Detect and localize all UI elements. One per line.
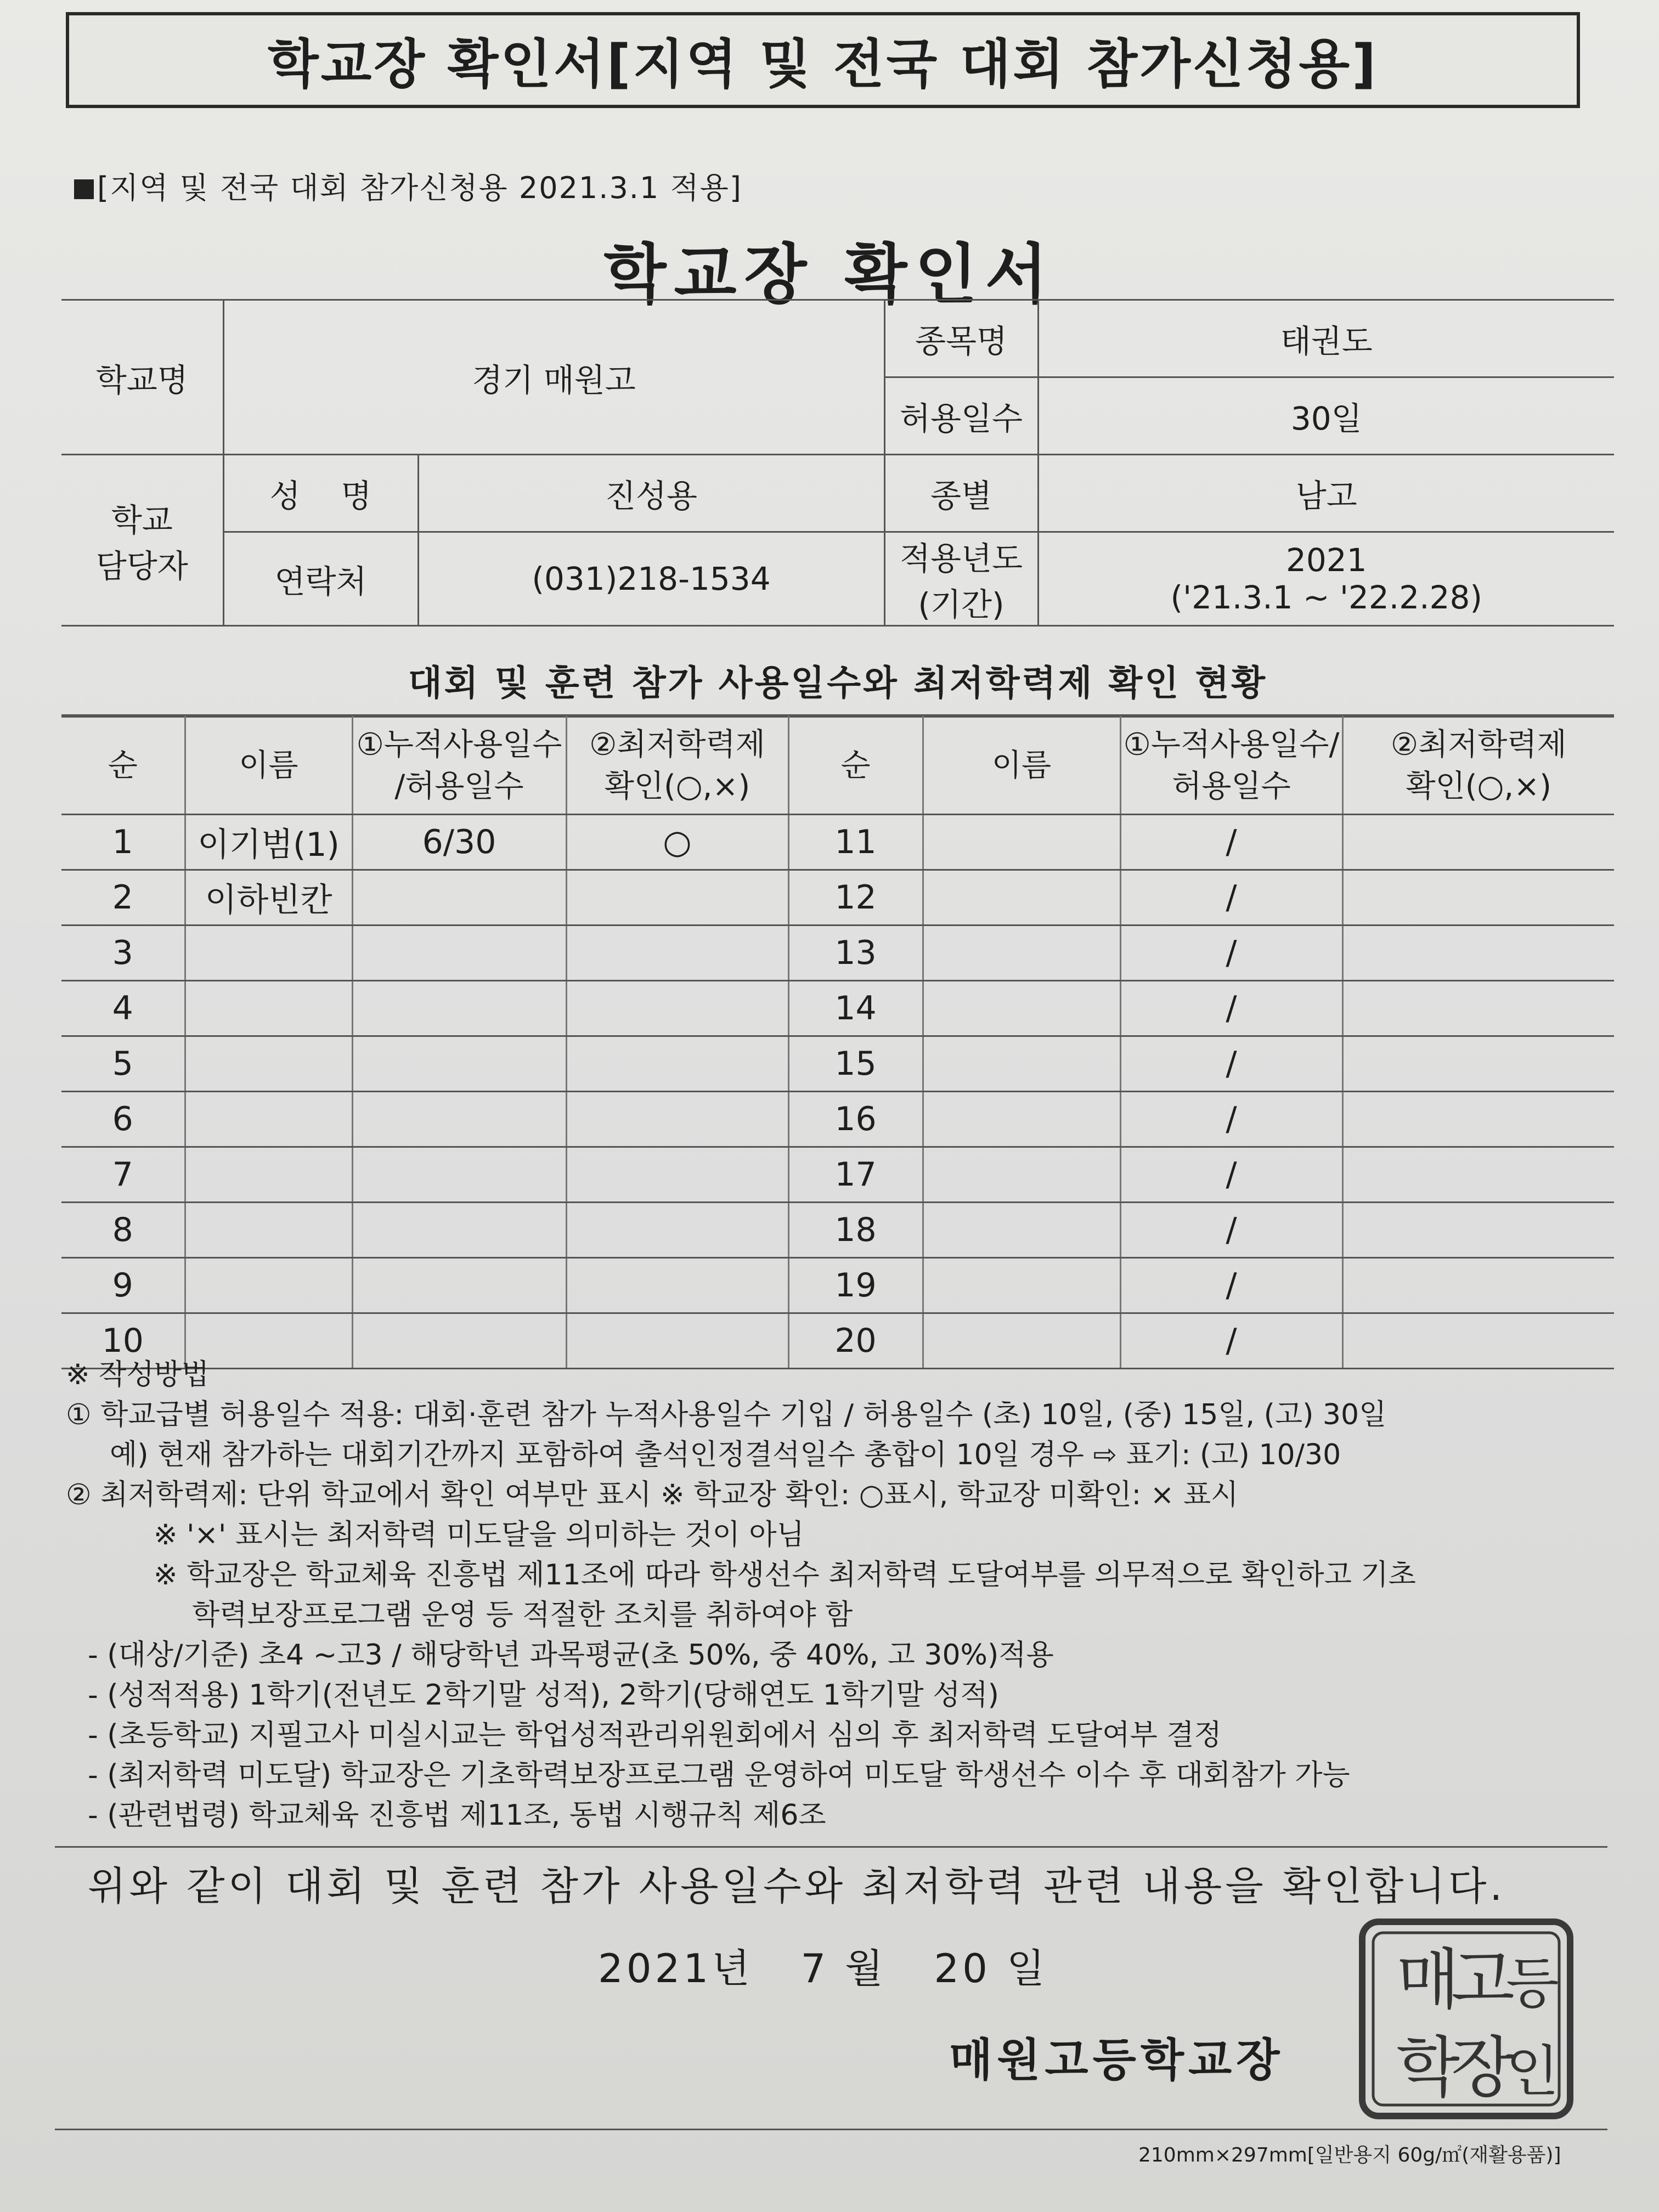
school-name-value: 경기 매원고 — [223, 300, 884, 455]
apply-year-label-line1: 적용년도 — [899, 540, 1023, 577]
seal-glyph-3: 등 — [1506, 1951, 1559, 2016]
row-no-right: 13 — [788, 926, 923, 981]
divider — [55, 1846, 1607, 1848]
school-info-table — [61, 299, 1614, 627]
detail-target: - (대상/기준) 초4 ~고3 / 해당학년 과목평균(초 50%, 중 40%, 고 30%)적용 — [88, 1639, 1054, 1672]
apply-year-label — [884, 532, 1038, 626]
header-days — [352, 717, 566, 815]
seal-glyph-5: 장 — [1451, 2030, 1515, 2106]
header-no: 순 — [61, 717, 185, 815]
manager-name-value: 진성용 — [418, 455, 884, 532]
row-days-right: / — [1120, 1147, 1342, 1203]
header-check-line1: ②최저학력제 — [589, 726, 765, 763]
apply-year-value — [1038, 532, 1614, 626]
apply-year: 2021 — [1285, 541, 1367, 579]
table-row — [61, 926, 1614, 981]
table-row — [61, 815, 1614, 870]
row-check — [566, 870, 788, 926]
allowed-days-label: 허용일수 — [884, 377, 1038, 455]
table-row — [61, 870, 1614, 926]
row-check — [566, 1036, 788, 1092]
row-days — [352, 870, 566, 926]
seal-glyph-6: 인 — [1506, 2039, 1559, 2103]
row-no: 4 — [61, 981, 185, 1036]
header-check-right-line1: ②최저학력제 — [1390, 726, 1567, 763]
row-days-right: / — [1120, 1313, 1342, 1369]
detail-grades: - (성적적용) 1학기(전년도 2학기말 성적), 2학기(당해연도 1학기말 성적) — [88, 1679, 999, 1712]
row-name-right — [923, 1203, 1120, 1258]
row-check — [566, 926, 788, 981]
row-check — [566, 981, 788, 1036]
header-check — [566, 717, 788, 815]
instruction-2-note-b: ※ 학교장은 학교체육 진흥법 제11조에 따라 학생선수 최저학력 도달여부를 의무적으로 확인하고 기초 — [154, 1559, 1416, 1592]
row-days — [352, 926, 566, 981]
allowed-days-value: 30일 — [1038, 377, 1614, 455]
instruction-1: ① 학교급별 허용일수 적용: 대회·훈련 참가 누적사용일수 기입 / 허용일수 (초) 10일, (중) 15일, (고) 30일 — [66, 1398, 1387, 1431]
row-name-right — [923, 981, 1120, 1036]
header-days-right — [1120, 717, 1342, 815]
seal-glyph-1: 매 — [1396, 1942, 1460, 2018]
row-check-right — [1342, 870, 1614, 926]
row-check-right — [1342, 1258, 1614, 1313]
row-name-right — [923, 870, 1120, 926]
row-no: 10 — [61, 1313, 185, 1369]
section-title: 대회 및 훈련 참가 사용일수와 최저학력제 확인 현황 — [61, 653, 1614, 716]
school-name-label: 학교명 — [61, 300, 223, 455]
table-row — [61, 981, 1614, 1036]
row-no-right: 11 — [788, 815, 923, 870]
apply-year-label-line2: (기간) — [918, 586, 1005, 623]
row-check — [566, 1203, 788, 1258]
row-no-right: 20 — [788, 1313, 923, 1369]
row-name-right — [923, 1258, 1120, 1313]
manager-label-line2: 담당자 — [95, 547, 188, 585]
row-no-right: 17 — [788, 1147, 923, 1203]
row-no: 6 — [61, 1092, 185, 1147]
manager-name-label: 성 명 — [223, 455, 418, 532]
square-bullet-icon — [74, 179, 94, 199]
apply-period: ('21.3.1 ~ '22.2.28) — [1170, 579, 1482, 616]
row-no: 1 — [61, 815, 185, 870]
row-name — [185, 1036, 352, 1092]
row-check: ○ — [566, 815, 788, 870]
row-days-right: / — [1120, 926, 1342, 981]
row-no-right: 18 — [788, 1203, 923, 1258]
gender-value: 남고 — [1038, 455, 1614, 532]
header-days-right-line1: ①누적사용일수/ — [1123, 726, 1340, 763]
row-days — [352, 981, 566, 1036]
row-name — [185, 1147, 352, 1203]
row-days — [352, 1203, 566, 1258]
header-check-right-line2: 확인(○,×) — [1406, 768, 1551, 804]
row-days-right: / — [1120, 1092, 1342, 1147]
row-name-right — [923, 815, 1120, 870]
detail-below-minimum: - (최저학력 미도달) 학교장은 기초학력보장프로그램 운영하여 미도달 학생선수 이수 후 대회참가 가능 — [88, 1759, 1350, 1792]
instruction-2-note-b-cont: 학력보장프로그램 운영 등 적절한 조치를 취하여야 함 — [192, 1599, 853, 1632]
row-name: 이기범(1) — [185, 815, 352, 870]
row-check-right — [1342, 1147, 1614, 1203]
instruction-2: ② 최저학력제: 단위 학교에서 확인 여부만 표시 ※ 학교장 확인: ○표시, 학교장 미확인: × 표시 — [66, 1479, 1239, 1511]
instruction-2-note-a: ※ '×' 표시는 최저학력 미도달을 의미하는 것이 아님 — [154, 1519, 804, 1551]
row-no-right: 19 — [788, 1258, 923, 1313]
row-name — [185, 981, 352, 1036]
row-days — [352, 1258, 566, 1313]
row-no: 7 — [61, 1147, 185, 1203]
header-check-line2: 확인(○,×) — [604, 768, 751, 804]
instructions — [66, 1355, 1602, 1836]
row-no-right: 12 — [788, 870, 923, 926]
table-header-row — [61, 717, 1614, 815]
row-name-right — [923, 926, 1120, 981]
detail-elementary: - (초등학교) 지필고사 미실시교는 학업성적관리위원회에서 심의 후 최저학력 도달여부 결정 — [88, 1719, 1222, 1752]
row-name — [185, 926, 352, 981]
seal-glyph-2: 고 — [1451, 1942, 1515, 2018]
header-name-right: 이름 — [923, 717, 1120, 815]
table-row — [61, 1258, 1614, 1313]
table-row — [61, 1092, 1614, 1147]
form-version-text: [지역 및 전국 대회 참가신청용 2021.3.1 적용] — [97, 171, 742, 205]
header-days-line2: /허용일수 — [394, 768, 524, 804]
row-no: 9 — [61, 1258, 185, 1313]
form-version-label — [74, 165, 742, 207]
row-no: 2 — [61, 870, 185, 926]
contact-value: (031)218-1534 — [418, 532, 884, 626]
row-name-right — [923, 1092, 1120, 1147]
manager-label-line1: 학교 — [111, 501, 173, 539]
principal-signature: 매원고등학교장 — [949, 2034, 1284, 2086]
manager-label — [61, 455, 223, 626]
header-title: 학교장 확인서[지역 및 전국 대회 참가신청용] — [267, 33, 1379, 95]
row-days — [352, 1147, 566, 1203]
sport-value: 태권도 — [1038, 300, 1614, 377]
sport-label: 종목명 — [884, 300, 1038, 377]
row-days-right: / — [1120, 1258, 1342, 1313]
contact-label: 연락처 — [223, 532, 418, 626]
row-no: 8 — [61, 1203, 185, 1258]
row-days — [352, 1092, 566, 1147]
row-days: 6/30 — [352, 815, 566, 870]
row-no: 3 — [61, 926, 185, 981]
row-no-right: 14 — [788, 981, 923, 1036]
row-days-right: / — [1120, 1203, 1342, 1258]
row-name — [185, 1258, 352, 1313]
row-check-right — [1342, 1092, 1614, 1147]
table-row — [61, 1203, 1614, 1258]
school-seal-stamp — [1358, 1917, 1575, 2120]
detail-laws: - (관련법령) 학교체육 진흥법 제11조, 동법 시행규칙 제6조 — [88, 1799, 826, 1832]
row-check-right — [1342, 1036, 1614, 1092]
row-name — [185, 1203, 352, 1258]
gender-label: 종별 — [884, 455, 1038, 532]
row-no-right: 15 — [788, 1036, 923, 1092]
row-no: 5 — [61, 1036, 185, 1092]
header-check-right — [1342, 717, 1614, 815]
participation-table — [61, 716, 1614, 1369]
row-days-right: / — [1120, 1036, 1342, 1092]
header-days-right-line2: 허용일수 — [1172, 768, 1291, 804]
confirmation-statement: 위와 같이 대회 및 훈련 참가 사용일수와 최저학력 관련 내용을 확인합니다. — [88, 1863, 1506, 1909]
instruction-1-example: 예) 현재 참가하는 대회기간까지 포함하여 출석인정결석일수 총합이 10일 경우 ⇨ 표기: (고) 10/30 — [110, 1438, 1341, 1471]
header-days-line1: ①누적사용일수 — [356, 726, 562, 763]
seal-glyph-4: 학 — [1396, 2030, 1460, 2106]
row-check — [566, 1258, 788, 1313]
row-check-right — [1342, 981, 1614, 1036]
row-name — [185, 1092, 352, 1147]
row-name: 이하빈칸 — [185, 870, 352, 926]
row-no-right: 16 — [788, 1092, 923, 1147]
row-name-right — [923, 1147, 1120, 1203]
instructions-heading: ※ 작성방법 — [66, 1358, 210, 1391]
row-check-right — [1342, 815, 1614, 870]
paper-spec: 210mm×297mm[일반용지 60g/㎡(재활용품)] — [1138, 2144, 1561, 2166]
row-days — [352, 1036, 566, 1092]
table-row — [61, 1036, 1614, 1092]
header-no-right: 순 — [788, 717, 923, 815]
table-row — [61, 1147, 1614, 1203]
header-box — [66, 12, 1580, 108]
bottom-divider — [55, 2129, 1607, 2130]
row-days-right: / — [1120, 981, 1342, 1036]
issue-date: 2021년 7 월 20 일 — [598, 1945, 1048, 1991]
row-days-right: / — [1120, 815, 1342, 870]
header-name: 이름 — [185, 717, 352, 815]
document-title: 학교장 확인서 — [603, 236, 1056, 312]
row-check-right — [1342, 1203, 1614, 1258]
row-check — [566, 1092, 788, 1147]
row-name-right — [923, 1036, 1120, 1092]
row-check-right — [1342, 926, 1614, 981]
row-check — [566, 1147, 788, 1203]
row-days-right: / — [1120, 870, 1342, 926]
